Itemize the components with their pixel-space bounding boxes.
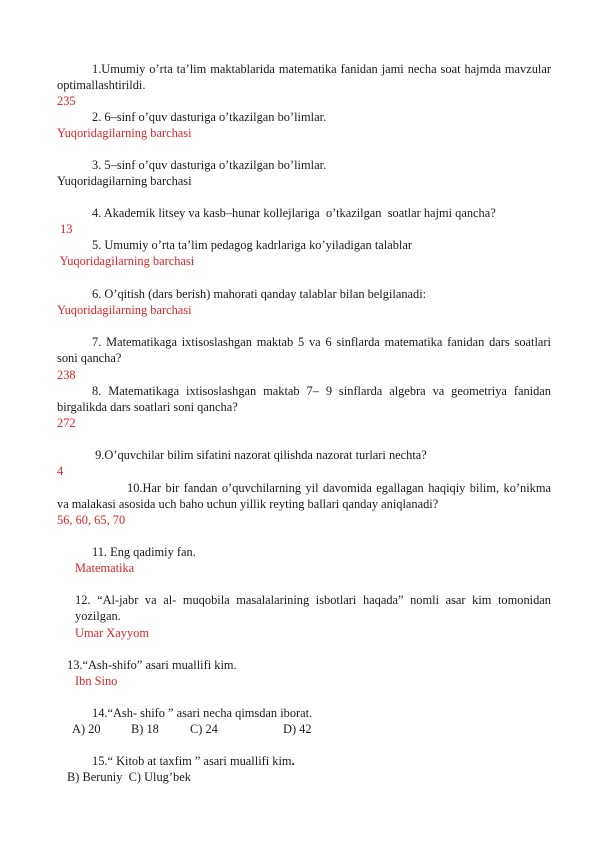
question-7 <box>57 335 551 366</box>
answer-12: Umar Xayyom <box>75 626 149 640</box>
question-12: 12. “Al-jabr va al- muqobila masalalarining isbotlari haqada” nomli asar kim tomonidan yozilgan. <box>75 593 551 623</box>
question-13: 13.“Ash-shifo” asari muallifi kim. <box>67 658 237 672</box>
answer-13: Ibn Sino <box>75 674 118 688</box>
question-3: 3. 5–sinf o’quv dasturiga o’tkazilgan bo’limlar. <box>92 158 327 172</box>
question-4: 4. Akademik litsey va kasb–hunar kollejlariga o’tkazilgan soatlar hajmi qancha? <box>92 206 496 220</box>
question-11: 11. Eng qadimiy fan. <box>92 545 196 559</box>
question-6: 6. O’qitish (dars berish) mahorati qanday talablar bilan belgilanadi: <box>92 287 427 301</box>
option-a: A) 20 <box>72 722 101 736</box>
answer-1: 235 <box>57 94 76 108</box>
answer-4: 13 <box>57 222 73 236</box>
question-2: 2. 6–sinf o’quv dasturiga o’tkazilgan bo’limlar. <box>92 110 327 124</box>
answer-6: Yuqoridagilarning barchasi <box>57 303 192 317</box>
question-text: 10.Har bir fandan o’quvchilarning yil davomida egallagan haqiqiy bilim, ko’nikma va malakasi asosida uch baho uchun yillik reyting ballari qanday aniqlanadi? <box>57 481 551 511</box>
option-c: C) 24 <box>190 722 218 736</box>
question-text: 7. Matematikaga ixtisoslashgan maktab 5 va 6 sinflarda matematika fanidan dars soatlari soni qancha? <box>57 335 551 365</box>
answer-9: 4 <box>57 464 64 478</box>
question-8 <box>57 384 551 415</box>
question-10 <box>57 481 551 512</box>
question-text: 15.“ Kitob at taxfim ” asari muallifi kim <box>92 754 292 768</box>
question-9: 9.O’quvchilar bilim sifatini nazorat qilishda nazorat turlari nechta? <box>92 448 427 462</box>
option-d: D) 42 <box>283 722 312 736</box>
answer-10: 56, 60, 65, 70 <box>57 513 126 527</box>
answer-2: Yuqoridagilarning barchasi <box>57 126 192 140</box>
question-5: 5. Umumiy o’rta ta’lim pedagog kadrlariga ko’yiladigan talablar <box>92 238 412 252</box>
question-end-mark: . <box>291 754 295 768</box>
answer-8: 272 <box>57 416 76 430</box>
answer-5: Yuqoridagilarning barchasi <box>57 254 195 268</box>
question-14: 14.“Ash- shifo ” asari necha qimsdan iborat. <box>92 706 313 720</box>
question-1 <box>57 62 551 93</box>
answer-11: Matematika <box>75 561 135 575</box>
answer-3: Yuqoridagilarning barchasi <box>57 174 192 188</box>
question-15 <box>57 754 551 770</box>
question-text: 8. Matematikaga ixtisoslashgan maktab 7– 9 sinflarda algebra va geometriya fanidan birgalikda dars soatlari soni qancha? <box>57 384 551 414</box>
answer-7: 238 <box>57 368 76 382</box>
option-b: B) 18 <box>131 722 159 736</box>
question-text: 1.Umumiy o’rta ta’lim maktablarida matematika fanidan jami necha soat hajmda mavzular optimallashtirildi. <box>57 62 551 92</box>
options-line: B) Beruniy C) Ulug’bek <box>67 770 191 784</box>
